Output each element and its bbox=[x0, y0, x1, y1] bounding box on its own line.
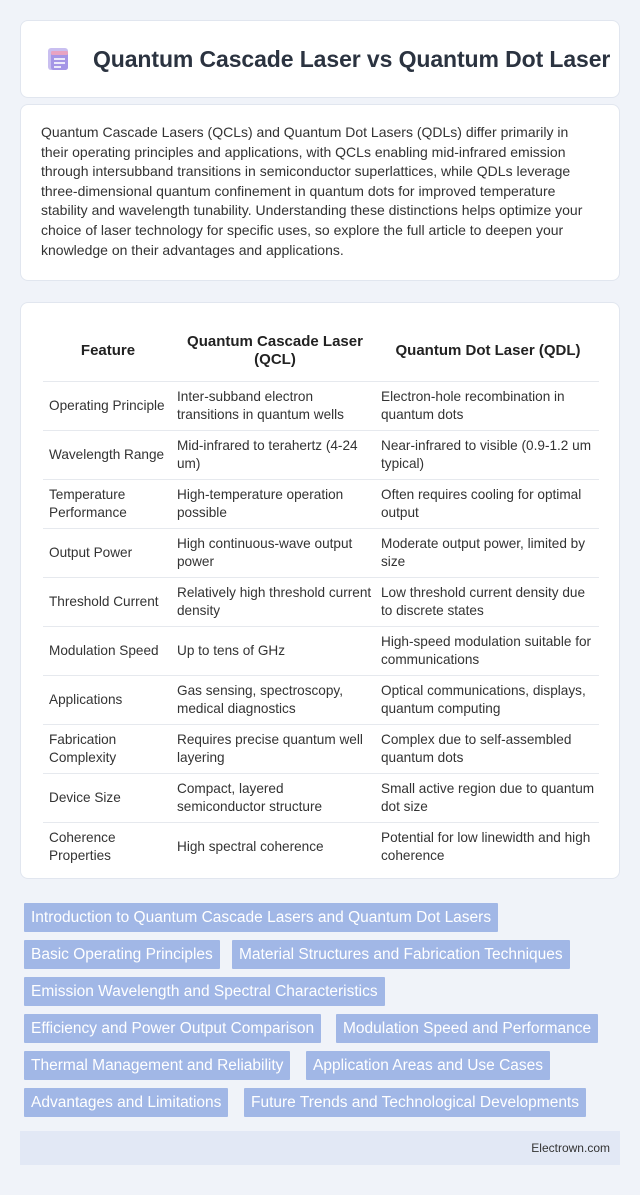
table-row bbox=[43, 528, 599, 577]
qdl-cell: Optical communications, displays, quantum computing bbox=[377, 675, 599, 724]
topic-tag[interactable]: Material Structures and Fabrication Techniques bbox=[232, 940, 570, 969]
table-row bbox=[43, 479, 599, 528]
table-row bbox=[43, 430, 599, 479]
feature-cell: Fabrication Complexity bbox=[43, 724, 173, 773]
topic-tag[interactable]: Efficiency and Power Output Comparison bbox=[24, 1014, 321, 1043]
qdl-cell: Complex due to self-assembled quantum dots bbox=[377, 724, 599, 773]
feature-cell: Coherence Properties bbox=[49, 829, 116, 863]
qdl-cell: Potential for low linewidth and high coherence bbox=[381, 829, 591, 863]
table-row bbox=[43, 577, 599, 626]
comparison-table bbox=[43, 321, 599, 871]
table-row bbox=[43, 773, 599, 822]
topic-tag[interactable]: Advantages and Limitations bbox=[24, 1088, 228, 1117]
topic-tag[interactable]: Application Areas and Use Cases bbox=[306, 1051, 550, 1080]
qcl-cell: Relatively high threshold current density bbox=[173, 577, 377, 626]
qcl-cell: Up to tens of GHz bbox=[173, 626, 377, 675]
page-header bbox=[20, 20, 620, 98]
topic-tag[interactable]: Introduction to Quantum Cascade Lasers and Quantum Dot Lasers bbox=[24, 903, 498, 932]
intro-text: Quantum Cascade Lasers (QCLs) and Quantum Dot Lasers (QDLs) differ primarily in their operating principles and applications, with QCLs enabling mid-infrared emission through intersubband transitions in semiconductor superlattices, while QDLs leverage three-dimensional quantum confinement in quantum dots for improved temperature stability and wavelength tunability. Understanding these distinctions helps optimize your choice of laser technology for specific uses, so explore the full article to deepen your knowledge on their advantages and applications. bbox=[41, 124, 583, 258]
qdl-cell: Near-infrared to visible (0.9-1.2 um typical) bbox=[377, 430, 599, 479]
topic-tag[interactable]: Emission Wavelength and Spectral Characteristics bbox=[24, 977, 385, 1006]
feature-cell: Applications bbox=[43, 675, 173, 724]
header-qdl: Quantum Dot Laser (QDL) bbox=[377, 321, 599, 381]
table-row bbox=[43, 381, 599, 430]
feature-cell: Modulation Speed bbox=[43, 626, 173, 675]
feature-cell: Threshold Current bbox=[43, 577, 173, 626]
header-feature: Feature bbox=[43, 321, 173, 381]
topic-tag[interactable]: Modulation Speed and Performance bbox=[336, 1014, 598, 1043]
qcl-cell: High-temperature operation possible bbox=[173, 479, 377, 528]
feature-cell: Device Size bbox=[43, 773, 173, 822]
table-header-row bbox=[43, 321, 599, 381]
table-row bbox=[43, 626, 599, 675]
qcl-cell: Compact, layered semiconductor structure bbox=[173, 773, 377, 822]
qdl-cell: Low threshold current density due to discrete states bbox=[377, 577, 599, 626]
topic-tag[interactable]: Future Trends and Technological Developments bbox=[244, 1088, 586, 1117]
qdl-cell: Moderate output power, limited by size bbox=[377, 528, 599, 577]
comparison-table-card bbox=[20, 302, 620, 879]
feature-cell: Output Power bbox=[43, 528, 173, 577]
document-stack-icon bbox=[45, 46, 71, 72]
footer bbox=[20, 1131, 620, 1165]
table-row bbox=[43, 822, 599, 871]
feature-cell: Operating Principle bbox=[43, 381, 173, 430]
qcl-cell: Mid-infrared to terahertz (4-24 um) bbox=[173, 430, 377, 479]
qcl-cell: Gas sensing, spectroscopy, medical diagnostics bbox=[173, 675, 377, 724]
table-row bbox=[43, 675, 599, 724]
page-title: Quantum Cascade Laser vs Quantum Dot Laser bbox=[93, 45, 611, 72]
qdl-cell: Often requires cooling for optimal output bbox=[377, 479, 599, 528]
qdl-cell: High-speed modulation suitable for communications bbox=[377, 626, 599, 675]
qdl-cell: Small active region due to quantum dot size bbox=[377, 773, 599, 822]
intro-card bbox=[20, 104, 620, 281]
footer-site-link[interactable]: Electrown.com bbox=[531, 1141, 610, 1155]
header-qcl: Quantum Cascade Laser (QCL) bbox=[173, 321, 377, 381]
feature-cell: Temperature Performance bbox=[43, 479, 173, 528]
feature-cell: Wavelength Range bbox=[43, 430, 173, 479]
qdl-cell: Electron-hole recombination in quantum dots bbox=[377, 381, 599, 430]
qcl-cell: High continuous-wave output power bbox=[173, 528, 377, 577]
topic-tag[interactable]: Basic Operating Principles bbox=[24, 940, 220, 969]
table-row bbox=[43, 724, 599, 773]
qcl-cell: Requires precise quantum well layering bbox=[173, 724, 377, 773]
qcl-cell: High spectral coherence bbox=[177, 838, 324, 854]
topic-tag[interactable]: Thermal Management and Reliability bbox=[24, 1051, 290, 1080]
qcl-cell: Inter-subband electron transitions in quantum wells bbox=[173, 381, 377, 430]
